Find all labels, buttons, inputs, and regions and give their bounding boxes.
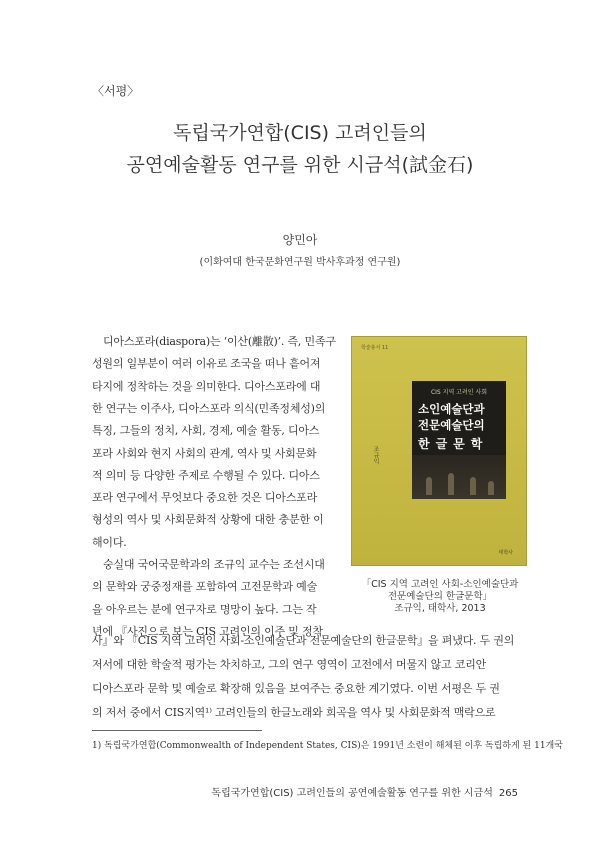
body-line: 년에 『사진으로 보는 CIS 고려인의 이주 및 정착 bbox=[92, 624, 323, 638]
section-tag: 〈서평〉 bbox=[92, 84, 140, 98]
body-line: 포라 사회와 현지 사회의 관계, 역사 및 사회문화 bbox=[92, 446, 317, 460]
book-cover-artwork bbox=[412, 455, 506, 499]
body-line: 디아스포라(diaspora)는 ‘이산(離散)’. 즉, 민족구 bbox=[103, 335, 336, 348]
figure-silhouette bbox=[488, 481, 494, 495]
book-title-line3: 한글문학 bbox=[418, 437, 489, 451]
body-line: 포라 연구에서 무엇보다 중요한 것은 디아스포라 bbox=[92, 491, 318, 505]
body-line: 의 저서 중에서 CIS지역¹⁾ 고려인들의 한글노래와 희곡을 역사 및 사회문화적 맥락으로 bbox=[92, 706, 496, 719]
body-line: 의 문학와 궁중정재를 포함하여 고전문학과 예술 bbox=[92, 580, 318, 594]
book-subtitle: CIS 지역 고려인 사회 bbox=[430, 389, 488, 396]
figure-silhouette bbox=[448, 473, 454, 495]
footnote: 1) 독립국가연합(Commonwealth of Independent States, CIS)은 1991년 소련이 해체된 이후 독립하게 된 11개국 bbox=[92, 741, 563, 751]
book-cover-image bbox=[351, 336, 527, 566]
book-caption-line2: 전문예술단의 한글문학」 bbox=[387, 591, 493, 602]
footnote-divider bbox=[92, 730, 262, 731]
figure-silhouette bbox=[470, 477, 476, 495]
author-name: 양민아 bbox=[282, 233, 318, 247]
book-caption-line3: 조규익, 태학사, 2013 bbox=[394, 603, 486, 614]
book-publisher: 태학사 bbox=[498, 550, 513, 556]
book-title-line2: 전문예술단의 bbox=[418, 418, 485, 432]
article-title-line2: 공연예술활동 연구를 위한 시금석(試金石) bbox=[126, 154, 474, 176]
running-footer bbox=[211, 784, 518, 799]
body-line: 사』와 『CIS 지역 고려인 사회-소인예술단과 전문예술단의 한글문학』을 펴냈다. 두 권의 bbox=[92, 634, 515, 647]
figure-silhouette bbox=[426, 477, 432, 495]
body-line: 형성의 역사 및 사회문화적 상황에 대한 충분한 이 bbox=[92, 513, 324, 527]
body-line: 해이다. bbox=[92, 535, 127, 549]
running-title: 독립국가연합(CIS) 고려인들의 공연예술활동 연구를 위한 시금석 bbox=[211, 788, 493, 799]
body-line: 특징, 그들의 정치, 사회, 경제, 예술 활동, 디아스 bbox=[92, 424, 320, 438]
body-line: 을 아우르는 분에 연구자로 명망이 높다. 그는 작 bbox=[92, 602, 317, 616]
article-title-line1: 독립국가연합(CIS) 고려인들의 bbox=[173, 122, 427, 144]
body-line: 저서에 대한 학술적 평가는 차치하고, 그의 연구 영역이 고전에서 머물지 않고 코리안 bbox=[92, 658, 487, 671]
book-cover-author: 조규익 bbox=[372, 446, 379, 464]
body-line: 한 연구는 이주사, 디아스포라 의식(민족정체성)의 bbox=[92, 401, 326, 415]
body-line: 적 의미 등 다양한 주제로 수행될 수 있다. 디아스 bbox=[92, 468, 320, 482]
book-title-line1: 소인예술단과 bbox=[418, 402, 485, 416]
book-title-panel bbox=[412, 381, 506, 499]
page-number: 265 bbox=[498, 788, 518, 799]
body-line: 디아스포라 문학 및 예술로 확장해 있음을 보여주는 중요한 계기였다. 이번 서평은 두 권 bbox=[92, 682, 500, 695]
body-line: 타지에 정착하는 것을 의미한다. 디아스포라에 대 bbox=[92, 379, 321, 393]
book-caption-line1: 「CIS 지역 고려인 사회-소인예술단과 bbox=[361, 579, 519, 590]
body-line: 성원의 일부분이 여러 이유로 조국을 떠나 흩어져 bbox=[92, 357, 321, 371]
book-series: 학술총서 11 bbox=[361, 345, 389, 351]
author-affiliation: (이화여대 한국문화연구원 박사후과정 연구원) bbox=[199, 257, 401, 268]
body-line: 숭실대 국어국문학과의 조규익 교수는 조선시대 bbox=[103, 558, 325, 571]
